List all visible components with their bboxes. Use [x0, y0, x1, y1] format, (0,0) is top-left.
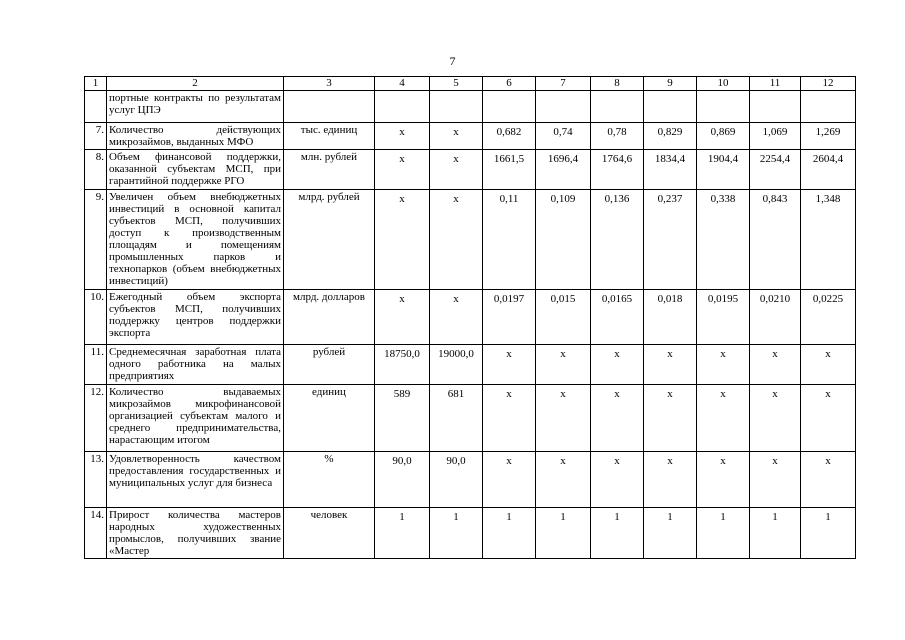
value-cell: х	[591, 345, 644, 385]
unit-of-measure: рублей	[284, 345, 375, 385]
value-cell	[483, 91, 536, 123]
value-cell: х	[375, 150, 430, 190]
value-cell: 1	[750, 508, 801, 559]
value-cell: 1	[375, 508, 430, 559]
value-cell: 1	[697, 508, 750, 559]
table-row	[85, 150, 856, 190]
value-cell: 0,0195	[697, 290, 750, 345]
value-cell: 0,109	[536, 190, 591, 290]
value-cell: 2254,4	[750, 150, 801, 190]
value-cell: х	[591, 385, 644, 452]
column-header: 11	[750, 77, 801, 91]
value-cell: 0,237	[644, 190, 697, 290]
value-cell: х	[536, 452, 591, 508]
indicator-name: портные контракты по результатам услуг ЦПЭ	[107, 91, 284, 123]
value-cell: х	[591, 452, 644, 508]
column-header: 2	[107, 77, 284, 91]
column-header: 8	[591, 77, 644, 91]
value-cell: х	[644, 452, 697, 508]
value-cell: х	[801, 385, 856, 452]
value-cell: х	[483, 345, 536, 385]
table-body	[85, 77, 856, 559]
indicator-name: Удовлетворенность качеством предоставления государственных и муниципальных услуг для бизнеса	[107, 452, 284, 508]
value-cell: 0,11	[483, 190, 536, 290]
value-cell: х	[375, 290, 430, 345]
value-cell: 1	[430, 508, 483, 559]
row-number: 9.	[85, 190, 107, 290]
table-row	[85, 190, 856, 290]
row-number: 14.	[85, 508, 107, 559]
column-number-row	[85, 77, 856, 91]
value-cell: 0,682	[483, 123, 536, 150]
unit-of-measure	[284, 91, 375, 123]
value-cell: 2604,4	[801, 150, 856, 190]
table-row	[85, 385, 856, 452]
value-cell: 1834,4	[644, 150, 697, 190]
column-header: 6	[483, 77, 536, 91]
value-cell: 0,015	[536, 290, 591, 345]
value-cell: 18750,0	[375, 345, 430, 385]
value-cell: 1,269	[801, 123, 856, 150]
value-cell	[536, 91, 591, 123]
column-header: 1	[85, 77, 107, 91]
page-number: 7	[449, 54, 456, 68]
column-header: 5	[430, 77, 483, 91]
unit-of-measure: млн. рублей	[284, 150, 375, 190]
value-cell: 1696,4	[536, 150, 591, 190]
value-cell: х	[430, 150, 483, 190]
column-header: 7	[536, 77, 591, 91]
value-cell: 1661,5	[483, 150, 536, 190]
value-cell: х	[644, 345, 697, 385]
value-cell	[430, 91, 483, 123]
table-row	[85, 452, 856, 508]
value-cell: 1904,4	[697, 150, 750, 190]
table-row	[85, 91, 856, 123]
value-cell: х	[644, 385, 697, 452]
value-cell: х	[375, 190, 430, 290]
table-row	[85, 508, 856, 559]
row-number: 11.	[85, 345, 107, 385]
value-cell: 1,348	[801, 190, 856, 290]
indicators-table	[84, 76, 856, 559]
value-cell: 1	[483, 508, 536, 559]
value-cell: х	[750, 385, 801, 452]
value-cell: 1	[801, 508, 856, 559]
value-cell: 90,0	[430, 452, 483, 508]
value-cell	[644, 91, 697, 123]
value-cell: 90,0	[375, 452, 430, 508]
value-cell: 589	[375, 385, 430, 452]
indicator-name: Количество действующих микрозаймов, выданных МФО	[107, 123, 284, 150]
row-number: 7.	[85, 123, 107, 150]
row-number: 13.	[85, 452, 107, 508]
unit-of-measure: %	[284, 452, 375, 508]
value-cell: 19000,0	[430, 345, 483, 385]
value-cell: 0,018	[644, 290, 697, 345]
row-number	[85, 91, 107, 123]
value-cell: х	[697, 385, 750, 452]
unit-of-measure: тыс. единиц	[284, 123, 375, 150]
row-number: 8.	[85, 150, 107, 190]
value-cell: 0,0225	[801, 290, 856, 345]
value-cell: 1	[591, 508, 644, 559]
value-cell: 0,843	[750, 190, 801, 290]
value-cell: х	[430, 123, 483, 150]
unit-of-measure: человек	[284, 508, 375, 559]
indicator-name: Количество выдаваемых микрозаймов микрофинансовой организацией субъектам малого и среднего предпринимательства, нарастающим итогом	[107, 385, 284, 452]
value-cell: 1	[536, 508, 591, 559]
value-cell: 0,78	[591, 123, 644, 150]
value-cell: 1	[644, 508, 697, 559]
indicator-name: Увеличен объем внебюджетных инвестиций в основной капитал субъектов МСП, получивших доступ к производственным площадям и помещениям промышленных парков и технопарков (объем внебюджетных инвестиций)	[107, 190, 284, 290]
indicator-name: Среднемесячная заработная плата одного работника на малых предприятиях	[107, 345, 284, 385]
value-cell: 1764,6	[591, 150, 644, 190]
value-cell: 681	[430, 385, 483, 452]
value-cell: 0,136	[591, 190, 644, 290]
value-cell: х	[536, 345, 591, 385]
value-cell: 0,0197	[483, 290, 536, 345]
value-cell: х	[430, 290, 483, 345]
column-header: 3	[284, 77, 375, 91]
column-header: 12	[801, 77, 856, 91]
value-cell: 0,0165	[591, 290, 644, 345]
unit-of-measure: единиц	[284, 385, 375, 452]
column-header: 9	[644, 77, 697, 91]
row-number: 10.	[85, 290, 107, 345]
value-cell	[591, 91, 644, 123]
value-cell: 0,869	[697, 123, 750, 150]
value-cell	[375, 91, 430, 123]
value-cell	[750, 91, 801, 123]
table-row	[85, 123, 856, 150]
column-header: 10	[697, 77, 750, 91]
indicator-name: Прирост количества мастеров народных художественных промыслов, получивших звание «Мастер	[107, 508, 284, 559]
value-cell	[801, 91, 856, 123]
indicator-name: Объем финансовой поддержки, оказанной субъектам МСП, при гарантийной поддержке РГО	[107, 150, 284, 190]
value-cell: х	[483, 452, 536, 508]
value-cell: х	[697, 345, 750, 385]
value-cell: х	[801, 452, 856, 508]
table-row	[85, 290, 856, 345]
value-cell: х	[483, 385, 536, 452]
value-cell: х	[536, 385, 591, 452]
value-cell: х	[375, 123, 430, 150]
table-row	[85, 345, 856, 385]
indicator-name: Ежегодный объем экспорта субъектов МСП, получивших поддержку центров поддержки экспорта	[107, 290, 284, 345]
value-cell: х	[801, 345, 856, 385]
value-cell: х	[750, 452, 801, 508]
row-number: 12.	[85, 385, 107, 452]
value-cell	[697, 91, 750, 123]
value-cell: 0,0210	[750, 290, 801, 345]
unit-of-measure: млрд. долларов	[284, 290, 375, 345]
value-cell: 0,829	[644, 123, 697, 150]
value-cell: х	[750, 345, 801, 385]
value-cell: х	[697, 452, 750, 508]
value-cell: 1,069	[750, 123, 801, 150]
value-cell: 0,338	[697, 190, 750, 290]
value-cell: х	[430, 190, 483, 290]
unit-of-measure: млрд. рублей	[284, 190, 375, 290]
value-cell: 0,74	[536, 123, 591, 150]
column-header: 4	[375, 77, 430, 91]
